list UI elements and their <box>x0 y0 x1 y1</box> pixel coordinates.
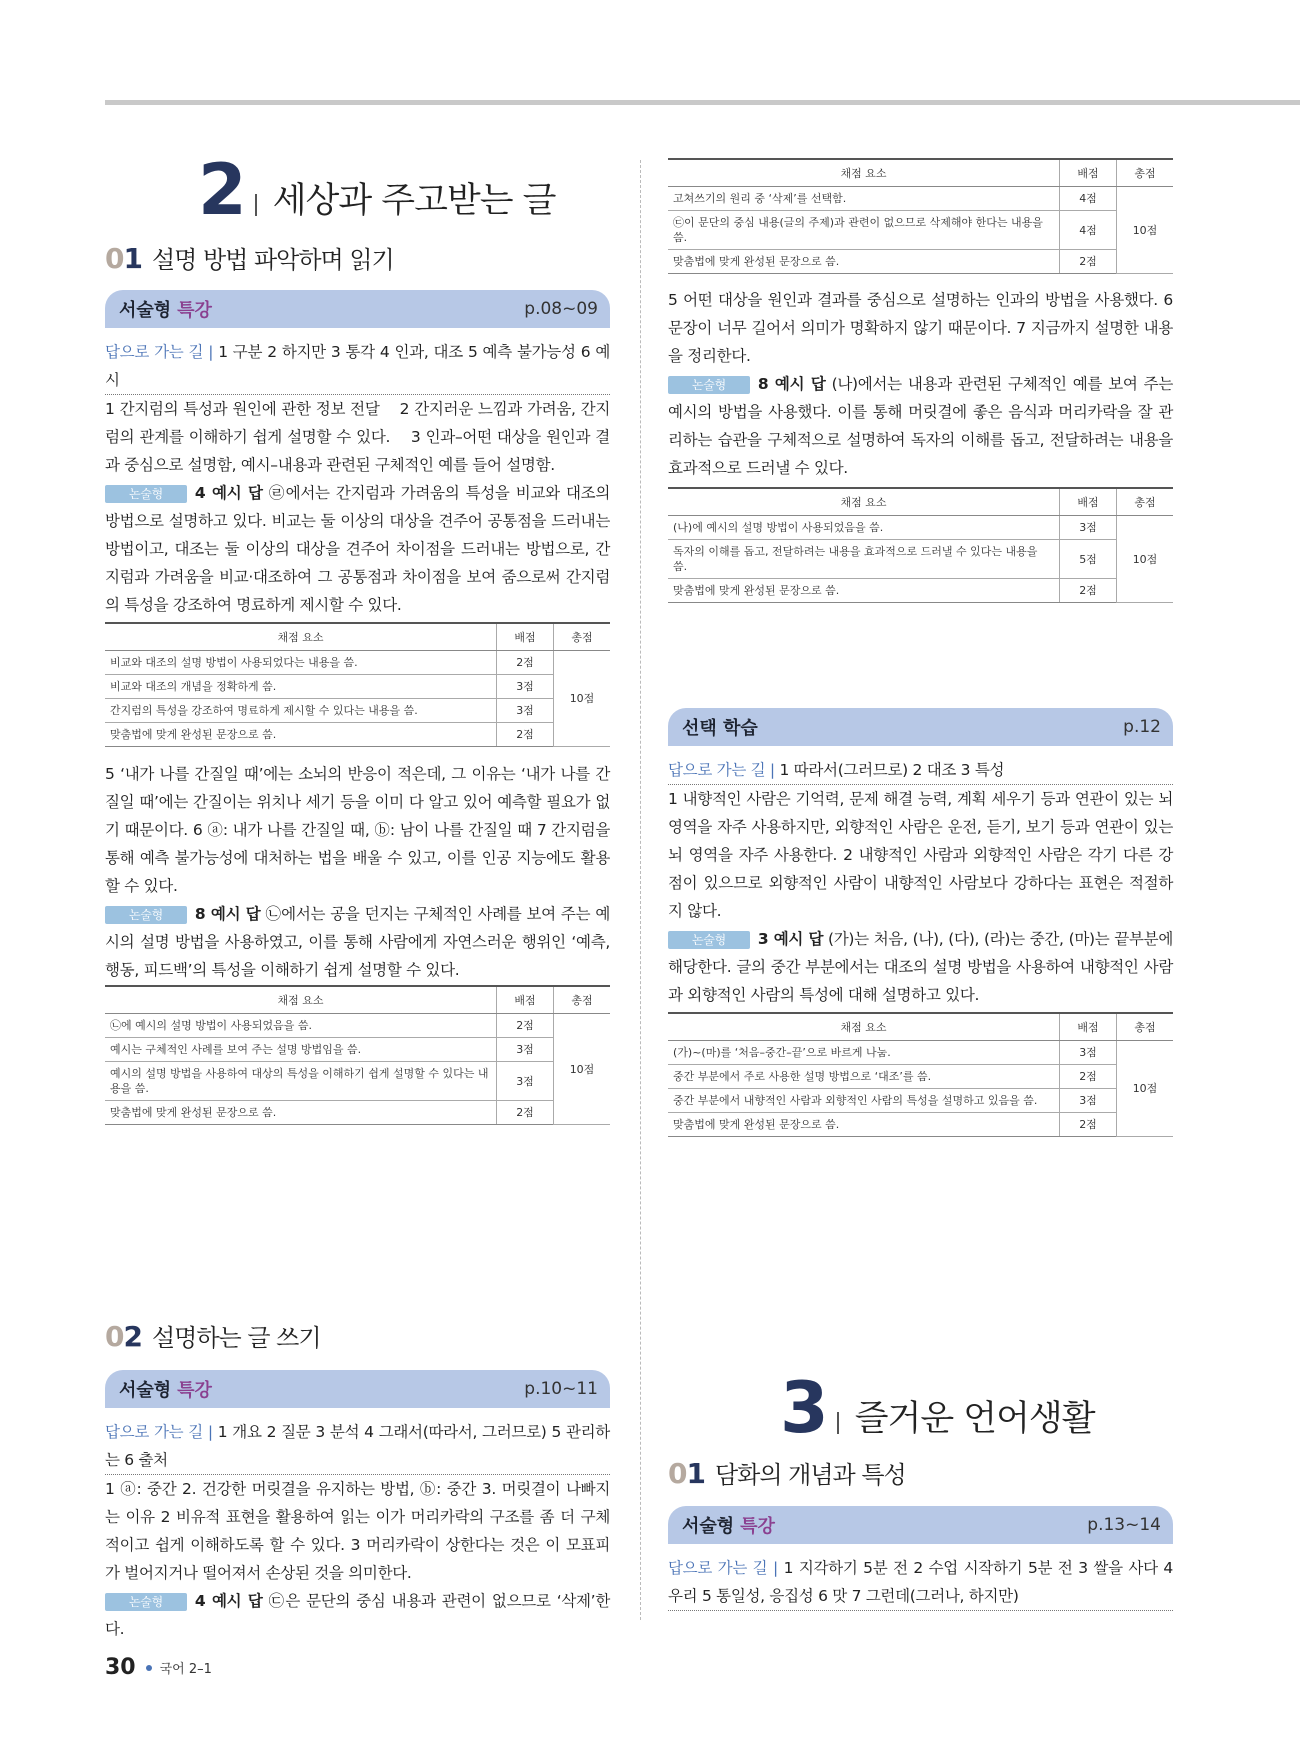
paragraph <box>105 479 610 619</box>
cell: ㉡에 예시의 설명 방법이 사용되었음을 씀. <box>105 1014 497 1038</box>
section-number: 2 <box>123 1320 142 1353</box>
banner-page-ref: p.08~09 <box>524 299 598 319</box>
top-rule <box>105 100 1300 105</box>
essay-tag: 논술형 <box>105 906 187 924</box>
cell: 예시는 구체적인 사례를 보여 주는 설명 방법임을 씀. <box>105 1038 497 1062</box>
section-number: 1 <box>686 1457 705 1490</box>
cell: 3점 <box>497 1062 554 1101</box>
cell: 맞춤법에 맞게 완성된 문장으로 씀. <box>105 723 497 747</box>
answer-lead: 답으로 가는 길 | <box>105 343 214 361</box>
scoring-table-4 <box>668 487 1173 603</box>
th-total: 총점 <box>554 986 611 1014</box>
banner-title: 서술형 <box>682 1516 735 1537</box>
answer-values: 1 구분 2 하지만 3 통각 4 인과, 대조 5 예측 불가능성 6 예시 <box>105 343 610 389</box>
example-head: 4 예시 답 <box>194 1592 263 1610</box>
paragraph: 5 ‘내가 나를 간질일 때’에는 소뇌의 반응이 적은데, 그 이유는 ‘내가 나를 간질일 때’에는 간질이는 위치나 세기 등을 이미 다 알고 있어 예측할 필요가 없기 때문이다. 6 ⓐ: 내가 나를 간질일 때, ⓑ: 남이 나를 간질일 때 7 간지럼을 통해 예측 불가능성에 대처하는 법을 배울 수 있고, 이를 인공 지능에도 활용할 수 있다. <box>105 765 610 895</box>
unit-title: 세상과 주고받는 글 <box>272 181 556 221</box>
text: 3 인과–어떤 대상을 원인과 결과 중심으로 설명함, 예시–내용과 관련된 구체적인 예를 들어 설명함. <box>105 428 610 474</box>
answer-values: 1 지각하기 5분 전 2 수업 시작하기 5분 전 3 쌀을 사다 4 우리 5 통일성, 응집성 6 맛 7 그런데(그러나, 하지만) <box>668 1559 1173 1605</box>
th-total: 총점 <box>1117 488 1174 516</box>
cell: 중간 부분에서 내향적인 사람과 외향적인 사람의 특성을 설명하고 있음을 씀. <box>668 1089 1060 1113</box>
cell: 3점 <box>497 1038 554 1062</box>
cell: (나)에 예시의 설명 방법이 사용되었음을 씀. <box>668 516 1060 540</box>
essay-tag: 논술형 <box>105 485 187 503</box>
cell: ㉢이 문단의 중심 내용(글의 주제)과 관련이 없으므로 삭제해야 한다는 내용을 씀. <box>668 211 1060 250</box>
cell: 간지럼의 특성을 강조하여 명료하게 제시할 수 있다는 내용을 씀. <box>105 699 497 723</box>
example-head: 3 예시 답 <box>757 930 824 948</box>
banner-accent: 특강 <box>177 1380 212 1401</box>
banner-page-ref: p.13~14 <box>1087 1515 1161 1535</box>
essay-tag: 논술형 <box>668 376 750 394</box>
text: ㉣에서는 간지럼과 가려움의 특성을 비교와 대조의 방법으로 설명하고 있다. 비교는 둘 이상의 대상을 견주어 공통점을 드러내는 방법이고, 대조는 둘 이상의 대상을 견주어 차이점을 드러내는 방법으로, 간지럼과 가려움을 비교·대조하여 그 공통점과 차이점을 보여 줌으로써 간지럼의 특성을 강조하여 명료하게 제시할 수 있다. <box>105 484 610 614</box>
section-number: 1 <box>123 242 142 275</box>
paragraph <box>668 370 1173 482</box>
section1-text-2 <box>105 760 610 984</box>
section-number-prefix: 0 <box>105 1320 124 1353</box>
banner-title: 서술형 <box>119 300 172 321</box>
unit-title: 즐거운 언어생활 <box>854 1399 1095 1439</box>
th-item: 채점 요소 <box>105 623 497 651</box>
th-total: 총점 <box>554 623 611 651</box>
section-number-prefix: 0 <box>105 242 124 275</box>
essay-tag: 논술형 <box>105 1593 187 1611</box>
section-title: 담화의 개념과 특성 <box>714 1461 906 1489</box>
paragraph <box>668 925 1173 1009</box>
text: (가)는 처음, (나), (다), (라)는 중간, (마)는 끝부분에 해당한다. 글의 중간 부분에서는 대조의 설명 방법을 사용하여 내향적인 사람과 외향적인 사람의 특성에 대해 설명하고 있다. <box>668 930 1173 1004</box>
cell: 2점 <box>1060 1065 1117 1089</box>
example-head: 8 예시 답 <box>194 905 261 923</box>
answer-values: 1 따라서(그러므로) 2 대조 3 특성 <box>779 761 1005 779</box>
unit-2-heading <box>198 149 556 231</box>
cell: 3점 <box>497 699 554 723</box>
cell-total: 10점 <box>554 1014 611 1125</box>
cell: 맞춤법에 맞게 완성된 문장으로 씀. <box>105 1101 497 1125</box>
text: ㉢은 문단의 중심 내용과 관련이 없으므로 ‘삭제’한다. <box>105 1592 610 1638</box>
section1-text <box>105 338 610 619</box>
unit-3-heading <box>780 1367 1095 1449</box>
cell-total: 10점 <box>1117 516 1174 603</box>
th-score: 배점 <box>497 986 554 1014</box>
th-item: 채점 요소 <box>668 1013 1060 1041</box>
section2-text <box>105 1418 610 1643</box>
banner-page-ref: p.12 <box>1123 717 1161 737</box>
cell: 3점 <box>497 675 554 699</box>
example-head: 8 예시 답 <box>757 375 826 393</box>
unit-number: 2 <box>198 149 243 231</box>
text: (나)에서는 내용과 관련된 구체적인 예를 보여 주는 예시의 방법을 사용했다. 이를 통해 머릿결에 좋은 음식과 머리카락을 잘 관리하는 습관을 구체적으로 설명하여 독자의 이해를 돕고, 전달하려는 내용을 효과적으로 드러낼 수 있다. <box>668 375 1173 477</box>
scoring-table-2 <box>105 985 610 1125</box>
paragraph: 1 ⓐ: 중간 2. 건강한 머릿결을 유지하는 방법, ⓑ: 중간 3. 머릿결이 나빠지는 이유 2 비유적 표현을 활용하여 읽는 이가 머리카락의 구조를 좀 더 구체적이고 쉽게 이해하도록 할 수 있다. 3 머리카락이 상한다는 것은 이 모표피가 벌어지거나 떨어져서 손상된 것을 의미한다. <box>105 1480 610 1582</box>
unit-divider <box>837 1412 839 1434</box>
scoring-table-3 <box>668 158 1173 274</box>
cell-total: 10점 <box>554 651 611 747</box>
section-title: 설명 방법 파악하며 읽기 <box>151 246 394 274</box>
cell: 2점 <box>497 1014 554 1038</box>
banner-elective <box>668 708 1173 746</box>
cell: 비교와 대조의 설명 방법이 사용되었다는 내용을 씀. <box>105 651 497 675</box>
page-number: 30 <box>105 1655 136 1680</box>
example-head: 4 예시 답 <box>194 484 263 502</box>
text: 2 간지러운 느낌과 가려움, 간지럼의 관계를 이해하기 쉽게 설명할 수 있다. <box>105 400 611 446</box>
banner-title: 선택 학습 <box>682 718 758 739</box>
section-2-02-heading <box>105 1318 321 1353</box>
cell: 중간 부분에서 주로 사용한 설명 방법으로 ‘대조’를 씀. <box>668 1065 1060 1089</box>
section-title: 설명하는 글 쓰기 <box>151 1324 321 1352</box>
cell: 맞춤법에 맞게 완성된 문장으로 씀. <box>668 579 1060 603</box>
th-item: 채점 요소 <box>668 488 1060 516</box>
banner-descriptive <box>105 290 610 328</box>
cell: 4점 <box>1060 187 1117 211</box>
th-score: 배점 <box>497 623 554 651</box>
cell: 3점 <box>1060 1041 1117 1065</box>
section3-text <box>668 756 1173 1009</box>
cell: 3점 <box>1060 516 1117 540</box>
banner-accent: 특강 <box>740 1516 775 1537</box>
paragraph <box>105 1587 610 1643</box>
cell: 3점 <box>1060 1089 1117 1113</box>
th-score: 배점 <box>1060 1013 1117 1041</box>
cell: 비교와 대조의 개념을 정확하게 씀. <box>105 675 497 699</box>
answer-line <box>668 756 1173 785</box>
cell: 맞춤법에 맞게 완성된 문장으로 씀. <box>668 250 1060 274</box>
th-total: 총점 <box>1117 1013 1174 1041</box>
cell: 예시의 설명 방법을 사용하여 대상의 특성을 이해하기 쉽게 설명할 수 있다는 내용을 씀. <box>105 1062 497 1101</box>
paragraph: 5 어떤 대상을 원인과 결과를 중심으로 설명하는 인과의 방법을 사용했다. 6 문장이 너무 길어서 의미가 명확하지 않기 때문이다. 7 지금까지 설명한 내용을 정리한다. <box>668 291 1173 365</box>
section4-text <box>668 1554 1173 1611</box>
section-3-01-heading <box>668 1455 906 1490</box>
footer-dot-icon <box>146 1665 152 1671</box>
cell: 2점 <box>1060 579 1117 603</box>
text: ㉡에서는 공을 던지는 구체적인 사례를 보여 주는 예시의 설명 방법을 사용하였고, 이를 통해 사람에게 자연스러운 행위인 ‘예측, 행동, 피드백’의 특성을 이해하기 쉽게 설명할 수 있다. <box>105 905 610 979</box>
answer-lead: 답으로 가는 길 | <box>668 1559 778 1577</box>
paragraph <box>105 395 610 479</box>
th-score: 배점 <box>1060 159 1117 187</box>
section-2-01-heading <box>105 240 394 275</box>
scoring-table-1 <box>105 622 610 747</box>
cell: 2점 <box>497 651 554 675</box>
answer-lead: 답으로 가는 길 | <box>668 761 775 779</box>
cell: 고쳐쓰기의 원리 중 ‘삭제’를 선택함. <box>668 187 1060 211</box>
th-total: 총점 <box>1117 159 1174 187</box>
cell-total: 10점 <box>1117 1041 1174 1137</box>
paragraph: 1 내향적인 사람은 기억력, 문제 해결 능력, 계획 세우기 등과 연관이 있는 뇌 영역을 자주 사용하지만, 외향적인 사람은 운전, 듣기, 보기 등과 연관이 있는 뇌 영역을 자주 사용한다. 2 내향적인 사람과 외향적인 사람은 각기 다른 강점이 있으므로 외향적인 사람이 내향적인 사람보다 강하다는 표현은 적절하지 않다. <box>668 790 1173 920</box>
cell: 2점 <box>1060 250 1117 274</box>
th-score: 배점 <box>1060 488 1117 516</box>
cell: 맞춤법에 맞게 완성된 문장으로 씀. <box>668 1113 1060 1137</box>
banner-title: 서술형 <box>119 1380 172 1401</box>
th-item: 채점 요소 <box>668 159 1060 187</box>
section2-text-2 <box>668 286 1173 482</box>
banner-accent: 특강 <box>177 300 212 321</box>
answer-line <box>105 338 610 395</box>
section-number-prefix: 0 <box>668 1457 687 1490</box>
unit-divider <box>255 194 257 216</box>
banner-descriptive-3 <box>668 1506 1173 1544</box>
th-item: 채점 요소 <box>105 986 497 1014</box>
cell: 2점 <box>497 723 554 747</box>
cell: 2점 <box>497 1101 554 1125</box>
answer-line <box>668 1554 1173 1611</box>
unit-number: 3 <box>780 1367 825 1449</box>
answer-values: 1 개요 2 질문 3 분석 4 그래서(따라서, 그러므로) 5 관리하는 6 출처 <box>105 1423 610 1469</box>
page-footer <box>105 1655 212 1680</box>
scoring-table-5 <box>668 1012 1173 1137</box>
cell: 독자의 이해를 돕고, 전달하려는 내용을 효과적으로 드러낼 수 있다는 내용을 씀. <box>668 540 1060 579</box>
banner-page-ref: p.10~11 <box>524 1379 598 1399</box>
text: 1 간지럼의 특성과 원인에 관한 정보 전달 <box>105 400 380 418</box>
banner-descriptive-2 <box>105 1370 610 1408</box>
cell: (가)~(마)를 ‘처음–중간–끝’으로 바르게 나눔. <box>668 1041 1060 1065</box>
paragraph <box>105 900 610 984</box>
essay-tag: 논술형 <box>668 931 750 949</box>
book-name: 국어 2–1 <box>159 1662 212 1677</box>
column-divider <box>640 160 642 1620</box>
cell: 5점 <box>1060 540 1117 579</box>
cell: 4점 <box>1060 211 1117 250</box>
answer-lead: 답으로 가는 길 | <box>105 1423 213 1441</box>
answer-line <box>105 1418 610 1475</box>
cell-total: 10점 <box>1117 187 1174 274</box>
cell: 2점 <box>1060 1113 1117 1137</box>
